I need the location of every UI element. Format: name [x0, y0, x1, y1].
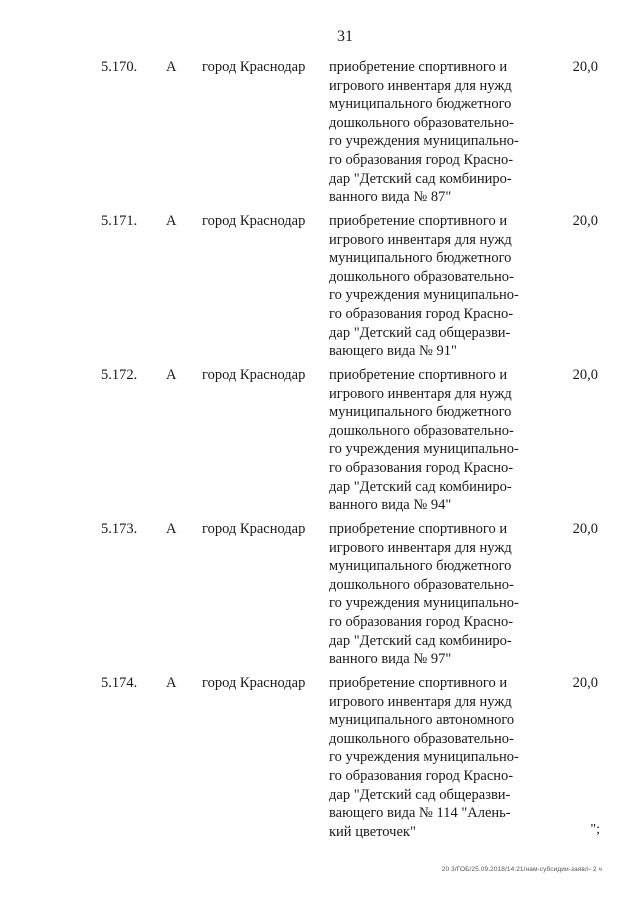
row-municipality: город Краснодар	[202, 675, 306, 691]
row-number: 5.171.	[101, 213, 138, 229]
row-amount: 20,0	[572, 675, 598, 691]
row-category: А	[166, 675, 177, 691]
row-amount: 20,0	[572, 59, 598, 75]
row-description: приобретение спортивного и игрового инвентаря для нужд муниципального бюджетного дошкольного образовательно- го учреждения муниципально- го образования город Красно- дар "Детский сад комбиниро- ванного вида № 87"	[329, 59, 519, 206]
row-category: А	[166, 521, 177, 537]
row-municipality: город Краснодар	[202, 59, 306, 75]
row-description: приобретение спортивного и игрового инвентаря для нужд муниципального автономного дошкольного образовательно- го учреждения муниципально- го образования город Красно- дар "Детский сад общеразви- вающего вида № 114 "Алень- кий цветочек"	[329, 675, 519, 840]
row-number: 5.174.	[101, 675, 138, 691]
row-amount: 20,0	[572, 213, 598, 229]
row-number: 5.170.	[101, 59, 138, 75]
footer-document-code: 20 3/ГОБ/25.09.2018/14:21/нам-субсидии-заявл- 2 ч	[441, 866, 602, 873]
row-municipality: город Краснодар	[202, 521, 306, 537]
table-row	[0, 58, 640, 212]
closing-quote-mark: ";	[590, 822, 600, 837]
row-description: приобретение спортивного и игрового инвентаря для нужд муниципального бюджетного дошкольного образовательно- го учреждения муниципально- го образования город Красно- дар "Детский сад комбиниро- ванного вида № 97"	[329, 521, 519, 668]
row-number: 5.172.	[101, 367, 138, 383]
row-municipality: город Краснодар	[202, 367, 306, 383]
table-row	[0, 212, 640, 366]
table-row	[0, 366, 640, 520]
row-category: А	[166, 367, 177, 383]
row-amount: 20,0	[572, 521, 598, 537]
row-description: приобретение спортивного и игрового инвентаря для нужд муниципального бюджетного дошкольного образовательно- го учреждения муниципально- го образования город Красно- дар "Детский сад общеразви- вающего вида № 91"	[329, 213, 519, 360]
appendix-table	[0, 58, 640, 840]
row-description: приобретение спортивного и игрового инвентаря для нужд муниципального бюджетного дошкольного образовательно- го учреждения муниципально- го образования город Красно- дар "Детский сад комбиниро- ванного вида № 94"	[329, 367, 519, 514]
page-number: 31	[337, 28, 353, 45]
table-row	[0, 674, 640, 840]
row-number: 5.173.	[101, 521, 138, 537]
row-amount: 20,0	[572, 367, 598, 383]
table-row	[0, 520, 640, 674]
row-category: А	[166, 213, 177, 229]
row-municipality: город Краснодар	[202, 213, 306, 229]
row-category: А	[166, 59, 177, 75]
